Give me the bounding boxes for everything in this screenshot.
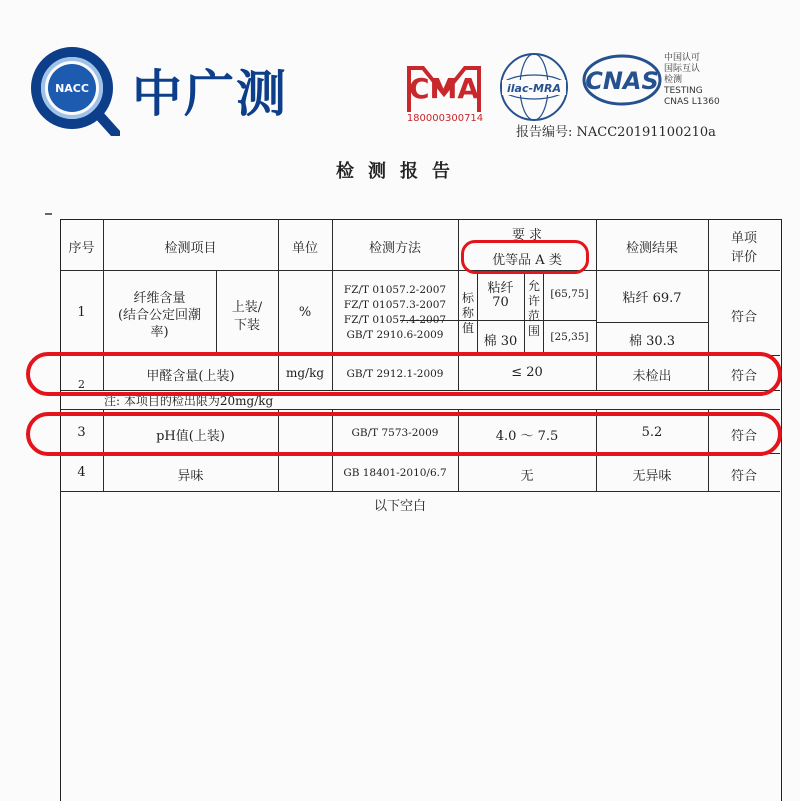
header-seq: 序号 (68, 241, 95, 256)
nacc-logo (28, 44, 120, 136)
row1-result-viscose: 粘纤 69.7 (622, 291, 682, 306)
cnas-caption-line: TESTING (664, 86, 703, 96)
row1-item-line1: 纤维含量 (133, 291, 186, 306)
row3-requirement: 4.0 ～ 7.5 (495, 429, 559, 444)
highlight-ph-row (26, 412, 782, 456)
row2-eval: 符合 (730, 369, 757, 384)
row1-method-1: FZ/T 01057.2-2007 (343, 284, 447, 296)
row4-requirement: 无 (520, 469, 534, 484)
highlight-grade (461, 240, 589, 274)
header-unit: 单位 (291, 241, 318, 256)
row2-method: GB/T 2912.1-2009 (346, 368, 444, 380)
brand-name: 中广测 (132, 65, 288, 123)
row1-method-3: FZ/T 01057.4-2007 (343, 314, 447, 326)
header-eval-line2: 评价 (730, 250, 757, 265)
cma-mark (403, 54, 485, 118)
cma-text: CMA (408, 72, 480, 105)
table-rule (596, 322, 708, 323)
row1-item-line3: 率) (150, 325, 169, 340)
table-rule (60, 409, 780, 410)
cnas-text: CNAS (585, 67, 659, 95)
report-number: 报告编号: NACC20191100210a (516, 125, 716, 140)
row1-item-line2: (结合公定回潮 (117, 308, 202, 323)
table-rule (60, 270, 780, 271)
row1-part-line1: 上装/ (231, 300, 263, 315)
row2-item: 甲醛含量(上装) (146, 369, 235, 384)
row3-result: 5.2 (641, 425, 663, 440)
row1-eval: 符合 (730, 310, 757, 325)
row1-part-line2: 下装 (233, 318, 260, 333)
row1-nominal-viscose: 粘纤 (487, 281, 514, 296)
header-requirement: 要 求 (511, 228, 543, 243)
row1-nominal-label: 标称值 (461, 291, 474, 335)
row1-nominal-cotton: 棉 30 (483, 334, 518, 349)
row3-method: GB/T 7573-2009 (351, 427, 439, 439)
row4-seq: 4 (77, 465, 86, 480)
row1-result-cotton: 棉 30.3 (628, 334, 676, 349)
header-grade: 优等品 A 类 (492, 253, 562, 268)
row3-item: pH值(上装) (156, 429, 225, 444)
row2-result: 未检出 (632, 369, 672, 384)
margin-tick (45, 213, 52, 215)
document-title: 检测报告 (336, 161, 464, 182)
row4-result: 无异味 (632, 469, 672, 484)
header-eval-line1: 单项 (730, 231, 757, 246)
row1-method-2: FZ/T 01057.3-2007 (343, 299, 447, 311)
cnas-caption-line: CNAS L1360 (664, 97, 720, 107)
detection-limit-note: 注: 本项目的检出限为20mg/kg (104, 394, 274, 408)
row3-eval: 符合 (730, 429, 757, 444)
cnas-caption-line: 国际互认 (664, 64, 701, 74)
highlight-formaldehyde-row (26, 352, 782, 396)
ilac-mra-text: ilac-MRA (507, 82, 561, 95)
row4-item: 异味 (177, 469, 204, 484)
row3-seq: 3 (77, 425, 86, 440)
header-item: 检测项目 (164, 241, 217, 256)
row2-seq: 2 (78, 378, 85, 391)
row4-eval: 符合 (730, 469, 757, 484)
cnas-caption-line: 中国认可 (664, 53, 701, 63)
row1-range-viscose: [65,75] (550, 288, 589, 300)
row1-range-cotton: [25,35] (550, 331, 589, 343)
row2-requirement: ≤ 20 (511, 365, 543, 380)
header-result: 检测结果 (625, 241, 678, 256)
table-rule (60, 491, 780, 492)
row4-method: GB 18401-2010/6.7 (343, 467, 447, 479)
header-method: 检测方法 (368, 241, 421, 256)
cma-code: 180000300714 (406, 113, 484, 124)
row1-range-label: 允许范围 (527, 279, 540, 338)
row1-unit: % (298, 305, 312, 320)
ilac-mra-mark (496, 50, 572, 124)
cnas-mark (582, 52, 662, 108)
cnas-caption-line: 检测 (664, 75, 683, 85)
cnas-caption (664, 53, 720, 108)
row1-method-4: GB/T 2910.6-2009 (346, 329, 444, 341)
row1-nominal-viscose-value: 70 (492, 295, 509, 310)
nacc-logo-text: NACC (55, 82, 89, 95)
row1-seq: 1 (77, 305, 86, 320)
row2-unit: mg/kg (285, 366, 325, 380)
table-rule (524, 270, 525, 355)
blank-below-note: 以下空白 (373, 499, 426, 514)
